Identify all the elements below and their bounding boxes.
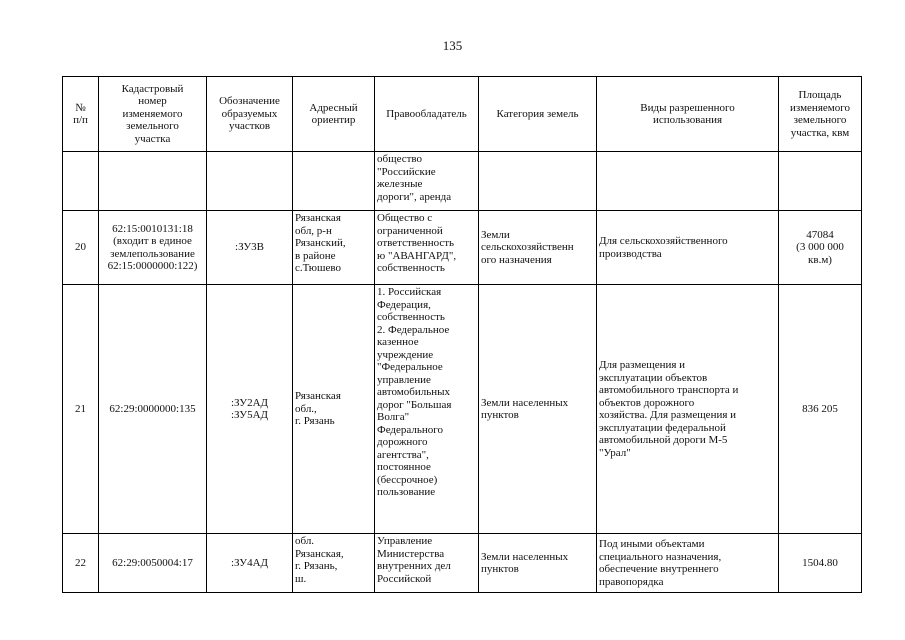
cell-area: 836 205: [779, 285, 862, 534]
header-address: Адресный ориентир: [293, 77, 375, 152]
cell-address: Рязанская обл., г. Рязань: [293, 285, 375, 534]
cell-designation: :ЗУ4АД: [207, 534, 293, 593]
cell-permitted-use: Для размещения и эксплуатации объектов автомобильного транспорта и объектов дорожного хозяйства. Для размещения и эксплуатации федеральной автомобильной дороги М-5 "Урал": [597, 285, 779, 534]
table-row: [63, 534, 862, 593]
header-right-holder: Правообладатель: [375, 77, 479, 152]
header-permitted-use: Виды разрешенного использования: [597, 77, 779, 152]
cell-designation: :ЗУ2АД :ЗУ5АД: [207, 285, 293, 534]
page-number: 135: [442, 38, 463, 53]
cell-address: обл. Рязанская, г. Рязань, ш.: [293, 534, 375, 593]
cell-address: [293, 152, 375, 211]
table-row: [63, 211, 862, 285]
land-plots-table: [62, 76, 862, 593]
cell-area: 1504.80: [779, 534, 862, 593]
table-row: [63, 285, 862, 534]
cell-num: 21: [63, 285, 99, 534]
header-area: Площадь изменяемого земельного участка, квм: [779, 77, 862, 152]
cell-permitted-use: Под иными объектами специального назначения, обеспечение внутреннего правопорядка: [597, 534, 779, 593]
cell-num: [63, 152, 99, 211]
header-designation: Обозначение образуемых участков: [207, 77, 293, 152]
cell-land-category: Земли сельскохозяйственн ого назначения: [479, 211, 597, 285]
cell-area: 47084 (3 000 000 кв.м): [779, 211, 862, 285]
table-header-row: [63, 77, 862, 152]
header-cadastral-number: Кадастровый номер изменяемого земельного участка: [99, 77, 207, 152]
cell-right-holder: общество "Российские железные дороги", аренда: [375, 152, 479, 211]
cell-right-holder: 1. Российская Федерация, собственность 2. Федеральное казенное учреждение "Федеральное управление автомобильных дорог "Большая Волга" Федерального дорожного агентства", постоянное (бессрочное) пользование: [375, 285, 479, 534]
header-land-category: Категория земель: [479, 77, 597, 152]
cell-cadastral-number: 62:15:0010131:18 (входит в единое землепользование 62:15:0000000:122): [99, 211, 207, 285]
cell-address: Рязанская обл, р-н Рязанский, в районе с.Тюшево: [293, 211, 375, 285]
cell-right-holder: Управление Министерства внутренних дел Российской: [375, 534, 479, 593]
cell-designation: [207, 152, 293, 211]
cell-permitted-use: [597, 152, 779, 211]
table-row: [63, 152, 862, 211]
cell-cadastral-number: [99, 152, 207, 211]
cell-area: [779, 152, 862, 211]
header-num: № п/п: [63, 77, 99, 152]
cell-num: 20: [63, 211, 99, 285]
cell-land-category: Земли населенных пунктов: [479, 285, 597, 534]
cell-permitted-use: Для сельскохозяйственного производства: [597, 211, 779, 285]
cell-land-category: Земли населенных пунктов: [479, 534, 597, 593]
cell-right-holder: Общество с ограниченной ответственность ю "АВАНГАРД", собственность: [375, 211, 479, 285]
cell-cadastral-number: 62:29:0050004:17: [99, 534, 207, 593]
cell-num: 22: [63, 534, 99, 593]
cell-designation: :ЗУ3В: [207, 211, 293, 285]
cell-cadastral-number: 62:29:0000000:135: [99, 285, 207, 534]
cell-land-category: [479, 152, 597, 211]
